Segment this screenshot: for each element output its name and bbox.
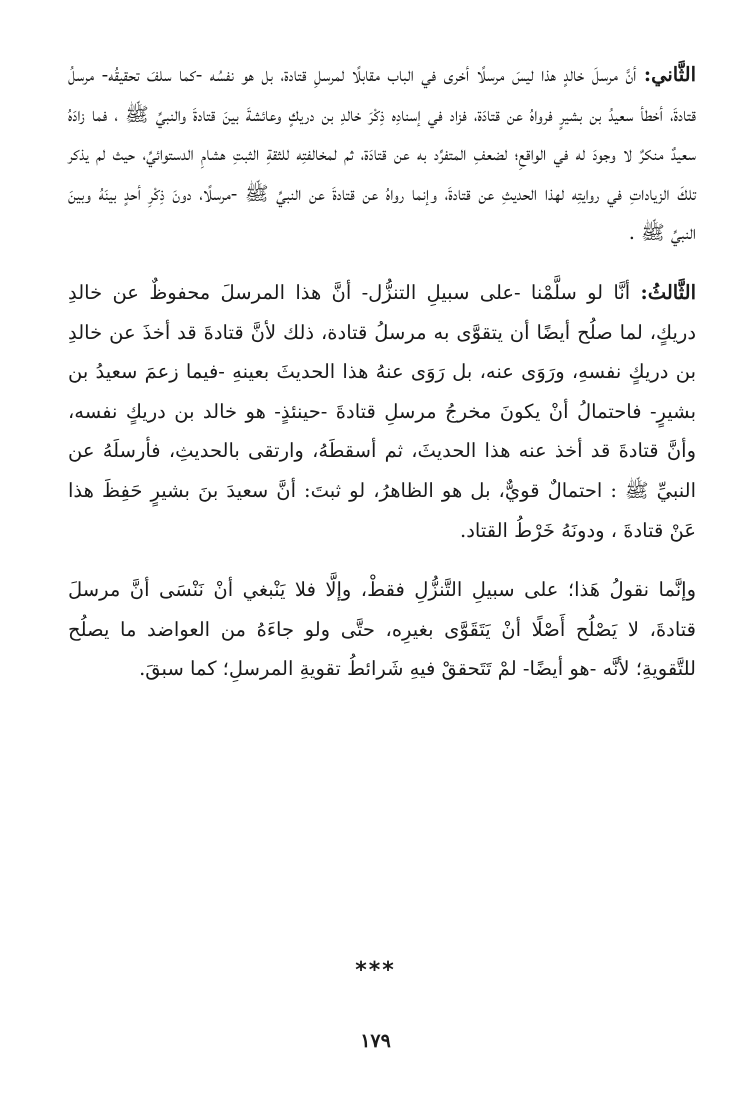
paragraph-text: أنَّا لو سلَّمْنا -على سبيلِ التنزُّل- أنَّ هذا المرسلَ محفوظٌ عن خالدِ دريكٍ، لما صلُح أيضًا أن يتقوَّى به مرسلُ قتادة، ذلك لأنَّ قتادةَ قد أخذَ عن خالدِ بن دريكٍ نفسهِ، ورَوَى عنه، بل رَوَى عنهُ هذا الحديثَ بعينهِ -فيما زعمَ سعيدُ بن بشيرٍ- فاحتمالُ أنْ يكونَ مخرجُ مرسلِ قتادةَ -حينئذٍ- هو خالد بن دريكٍ نفسه، وأنَّ قتادةَ قد أخذ عنه هذا الحديثَ، ثم أسقطَهُ، وارتقى بالحديثِ، فأرسلَهُ عن النبيِّ ﷺ : احتمالٌ قويٌّ، بل هو الظاهرُ، لو ثبتَ: أنَّ سعيدَ بنَ بشيرٍ حَفِظَ هذا عَنْ قتادةَ ، ودونَهُ خَرْطُ القتاد. xyxy=(68,280,696,542)
paragraph-conclusion xyxy=(68,570,696,689)
page-number: ١٧٩ xyxy=(360,1030,391,1052)
paragraph-third-point xyxy=(68,273,696,550)
section-separator: *** xyxy=(355,958,396,983)
paragraph-lead: الثَّاني: xyxy=(643,63,696,86)
paragraph-text: وإنَّما نقولُ هَذا؛ على سبيلِ التَّنزُّلِ فقطْ، وإلَّا فلا يَنْبغي أنْ نَنْسَى أنَّ مرسلَ قتادةَ، لا يَصْلُح أَصْلًا أنْ يَتَقَوَّى بغيرِه، حتَّى ولو جاءَهُ من العواضد ما يصلُح للتَّقويةِ؛ لأنَّه -هو أيضًا- لمْ تَتَحققْ فيهِ شَرائطُ تقويةِ المرسلِ؛ كما سبقَ. xyxy=(68,578,696,681)
page-body xyxy=(68,55,696,689)
paragraph-text: أنَّ مرسلَ خالدٍ هذا ليسَ مرسلًا أخرى في الباب مقابلًا لمرسلِ قتادة، بل هو نفسُه -كما سلفَ تحقيقُه- مرسلُ قتادةَ، أخطأ سعيدُ بن بشيرٍ فرواهُ عن قتادَة، فزاد في إسنادِه ذِكْرَ خالدِ بن دريكٍ وعائشةَ بينَ قتادةَ والنبيِّ ﷺ ، فما زادَهُ سعيدٌ منكرٌ لا وجودَ له في الواقعِ؛ لضعفِ المتفرِّد به عن قتادَة، ثم لمخالفتِه للثقةِ الثبتِ هشامِ الدستوائيِّ، حيث لم يذكر تلكَ الزياداتِ في روايتِه لهذا الحديثِ عن قتادةَ، وإنما رواهُ عن قتادةَ عن النبيِّ ﷺ -مرسلًا، دونَ ذِكْرِ أحدٍ بينَهُ وبينَ النبيِّ ﷺ . xyxy=(68,63,696,245)
paragraph-second-point xyxy=(68,55,696,253)
paragraph-lead: الثَّالثُ: xyxy=(640,280,696,304)
